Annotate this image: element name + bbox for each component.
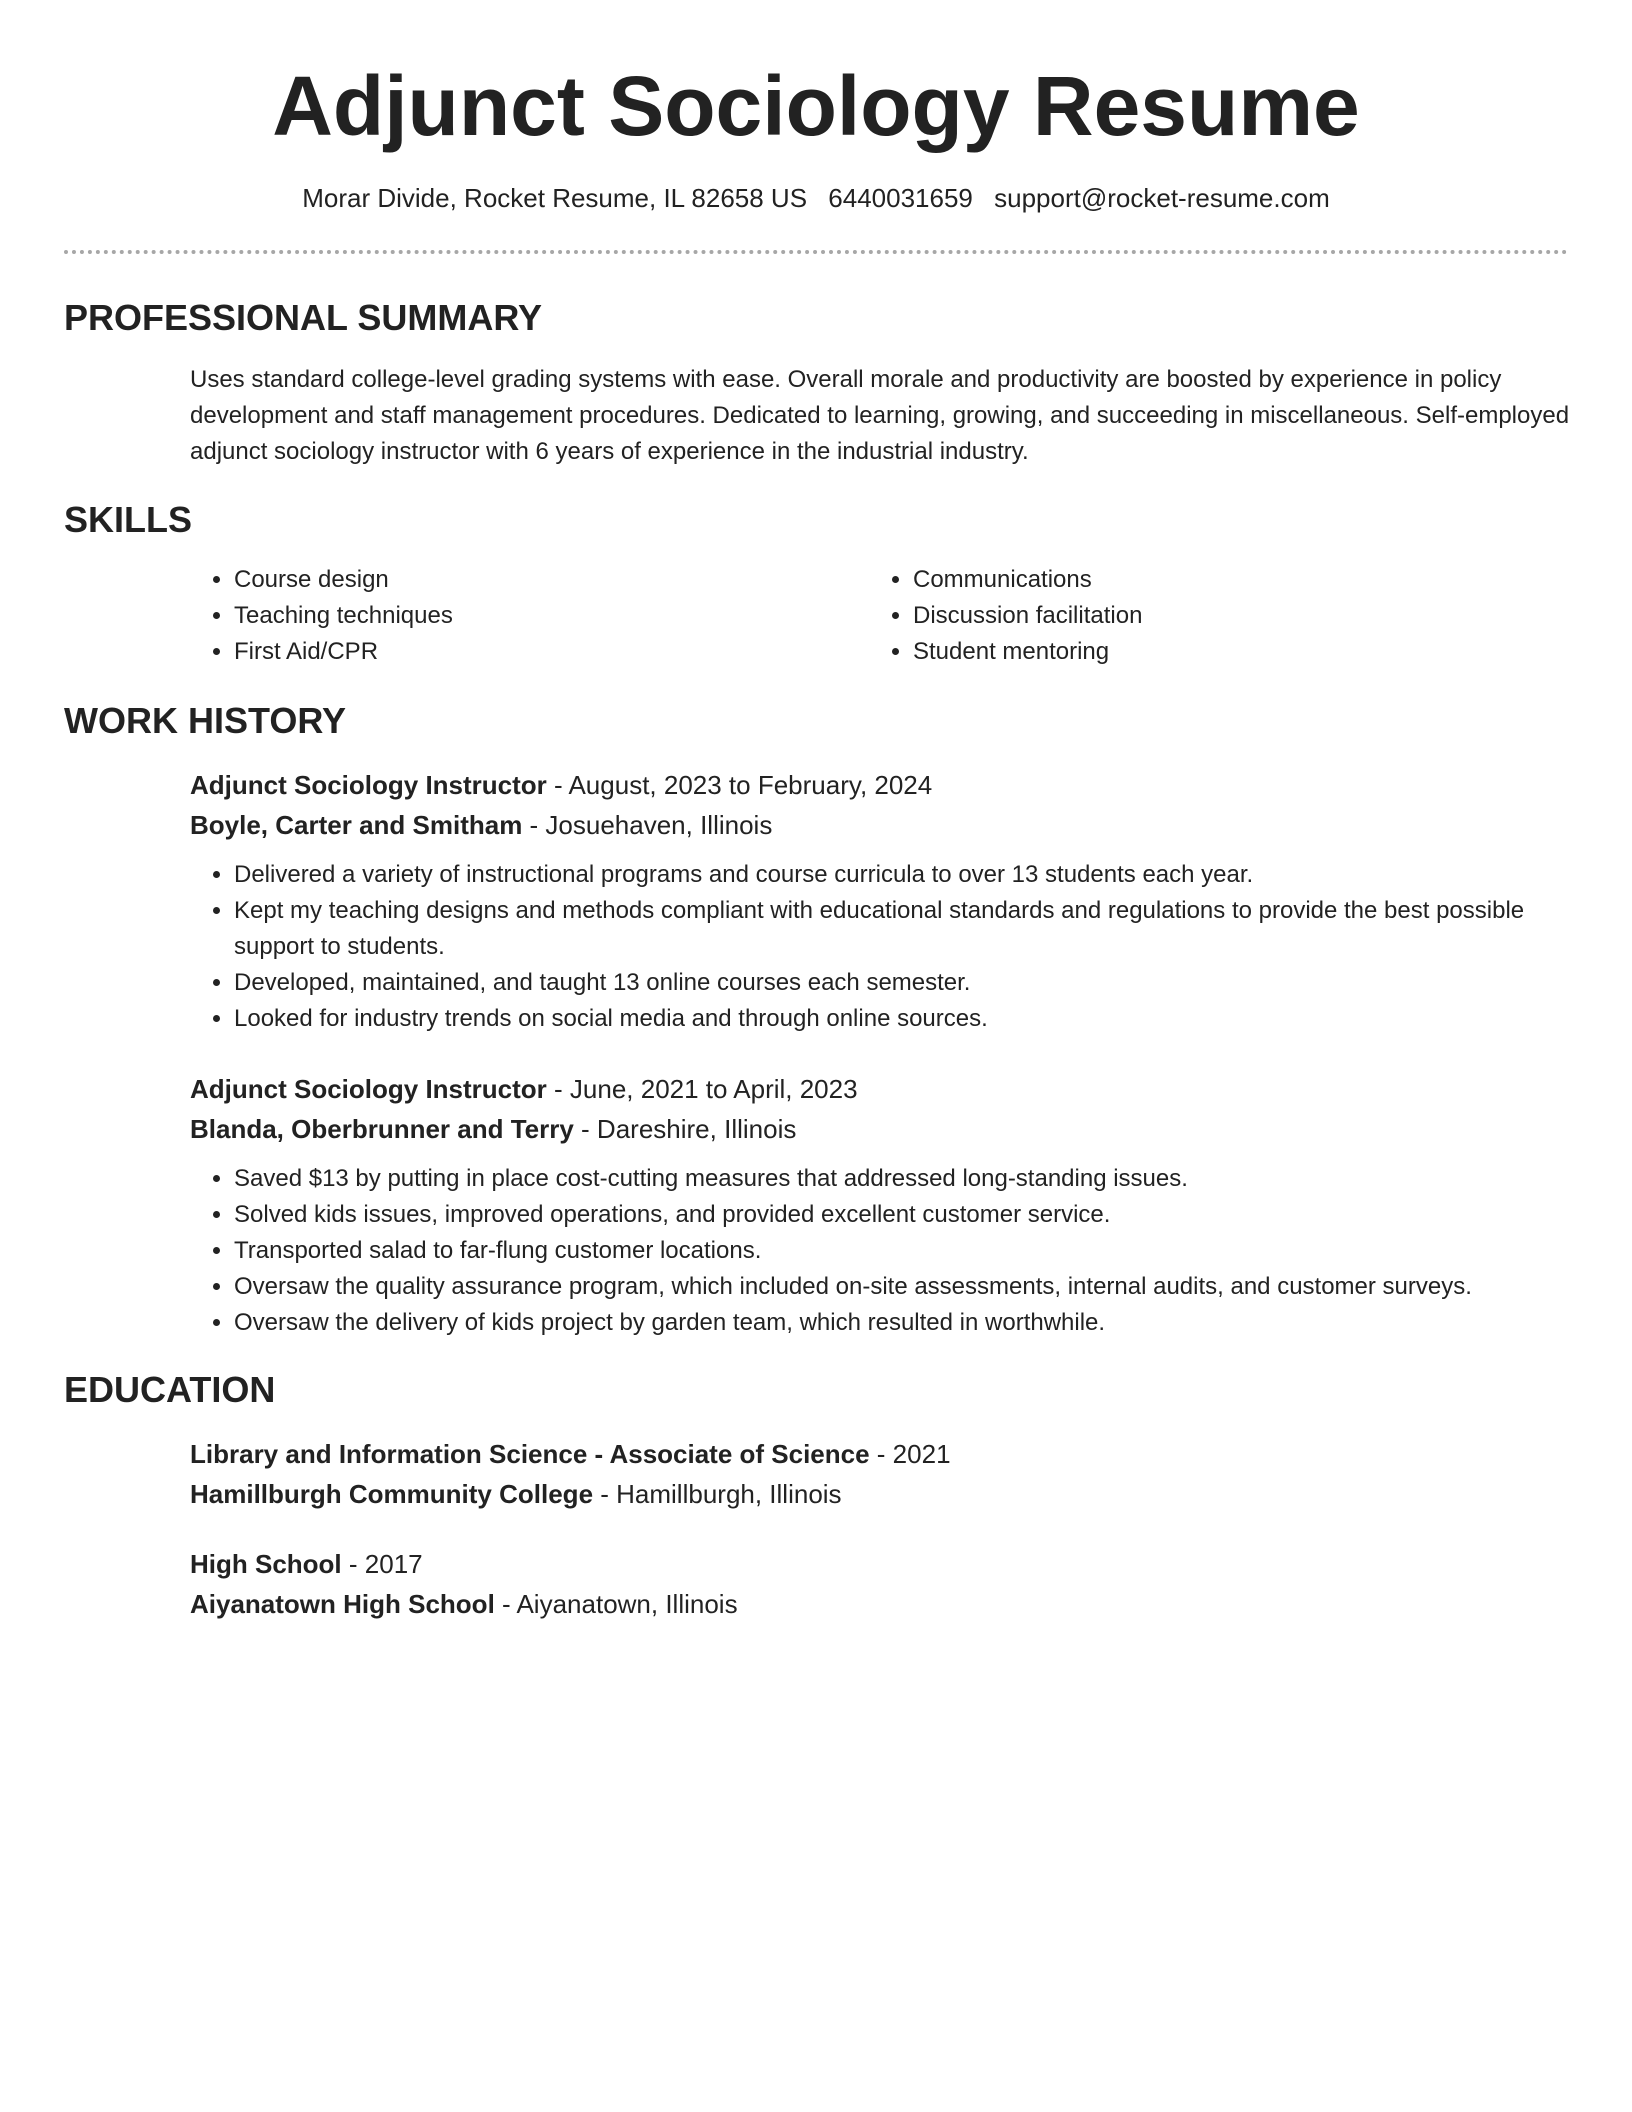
education-entry [190,1434,1604,1514]
education-year: - 2021 [869,1439,951,1469]
job-title-line [190,765,1604,805]
education-location: - Aiyanatown, Illinois [494,1589,738,1619]
work-heading: WORK HISTORY [64,700,347,741]
education-section [64,1368,1568,1624]
education-degree: Library and Information Science - Associate of Science [190,1439,870,1469]
skills-list-left [190,562,869,670]
summary-text: Uses standard college-level grading systems with ease. Overall morale and productivity are boosted by experience in policy development and staff management procedures. Dedicated to learning, growing, and succeeding in miscellaneous. Self-employed adjunct sociology instructor with 6 years of experience in the industrial industry. [190,366,1570,465]
job-company-line [190,805,1604,845]
job-company: Boyle, Carter and Smitham [190,810,523,840]
skills-columns [190,562,1604,670]
job-bullet: • Transported salad to far-flung customer locations. [234,1233,1604,1269]
contact-phone: 6440031659 [828,183,973,213]
education-entry [190,1544,1604,1624]
education-heading: EDUCATION [64,1369,276,1410]
contact-email: support@rocket-resume.com [994,183,1330,213]
skill-item: • Discussion facilitation [913,598,1548,634]
job-bullets [190,857,1604,1037]
skills-list-right [869,562,1548,670]
job-company: Blanda, Oberbrunner and Terry [190,1114,574,1144]
job-bullet: • Kept my teaching designs and methods compliant with educational standards and regulations to provide the best possible support to students. [234,893,1604,965]
education-school: Hamillburgh Community College [190,1479,594,1509]
job-bullet: • Developed, maintained, and taught 13 online courses each semester. [234,965,1604,1001]
education-degree: High School [190,1549,342,1579]
education-school: Aiyanatown High School [190,1589,495,1619]
job-location: - Dareshire, Illinois [573,1114,797,1144]
job-dates: - August, 2023 to February, 2024 [546,770,933,800]
header-divider [64,250,1568,254]
summary-heading: PROFESSIONAL SUMMARY [64,297,543,338]
job-dates: - June, 2021 to April, 2023 [546,1074,858,1104]
job-bullet: • Looked for industry trends on social media and through online sources. [234,1001,1604,1037]
summary-section [64,296,1568,470]
resume-title: Adjunct Sociology Resume [272,59,1360,153]
education-degree-line [190,1434,1604,1474]
education-degree-line [190,1544,1604,1584]
skill-item: • Course design [234,562,869,598]
skills-heading: SKILLS [64,499,193,540]
education-school-line [190,1584,1604,1624]
job-bullets [190,1161,1604,1341]
job-company-line [190,1109,1604,1149]
skill-item: • Student mentoring [913,634,1548,670]
job-bullet: • Delivered a variety of instructional programs and course curricula to over 13 students each year. [234,857,1604,893]
job-location: - Josuehaven, Illinois [522,810,773,840]
job-bullet: • Oversaw the quality assurance program, which included on-site assessments, internal audits, and customer surveys. [234,1269,1604,1305]
skills-section [64,498,1568,670]
job-bullet: • Saved $13 by putting in place cost-cutting measures that addressed long-standing issues. [234,1161,1604,1197]
job-bullet: • Oversaw the delivery of kids project by garden team, which resulted in worthwhile. [234,1305,1604,1341]
education-year: - 2017 [341,1549,423,1579]
skill-item: • Teaching techniques [234,598,869,634]
education-school-line [190,1474,1604,1514]
contact-line [0,178,1632,218]
job-entry [190,1069,1604,1341]
skill-item: • First Aid/CPR [234,634,869,670]
job-entry [190,765,1604,1037]
job-title-line [190,1069,1604,1109]
contact-address: Morar Divide, Rocket Resume, IL 82658 US [302,183,808,213]
job-title: Adjunct Sociology Instructor [190,770,547,800]
job-bullet: • Solved kids issues, improved operations, and provided excellent customer service. [234,1197,1604,1233]
skill-item: • Communications [913,562,1548,598]
job-title: Adjunct Sociology Instructor [190,1074,547,1104]
education-location: - Hamillburgh, Illinois [593,1479,842,1509]
work-section [64,699,1568,1341]
